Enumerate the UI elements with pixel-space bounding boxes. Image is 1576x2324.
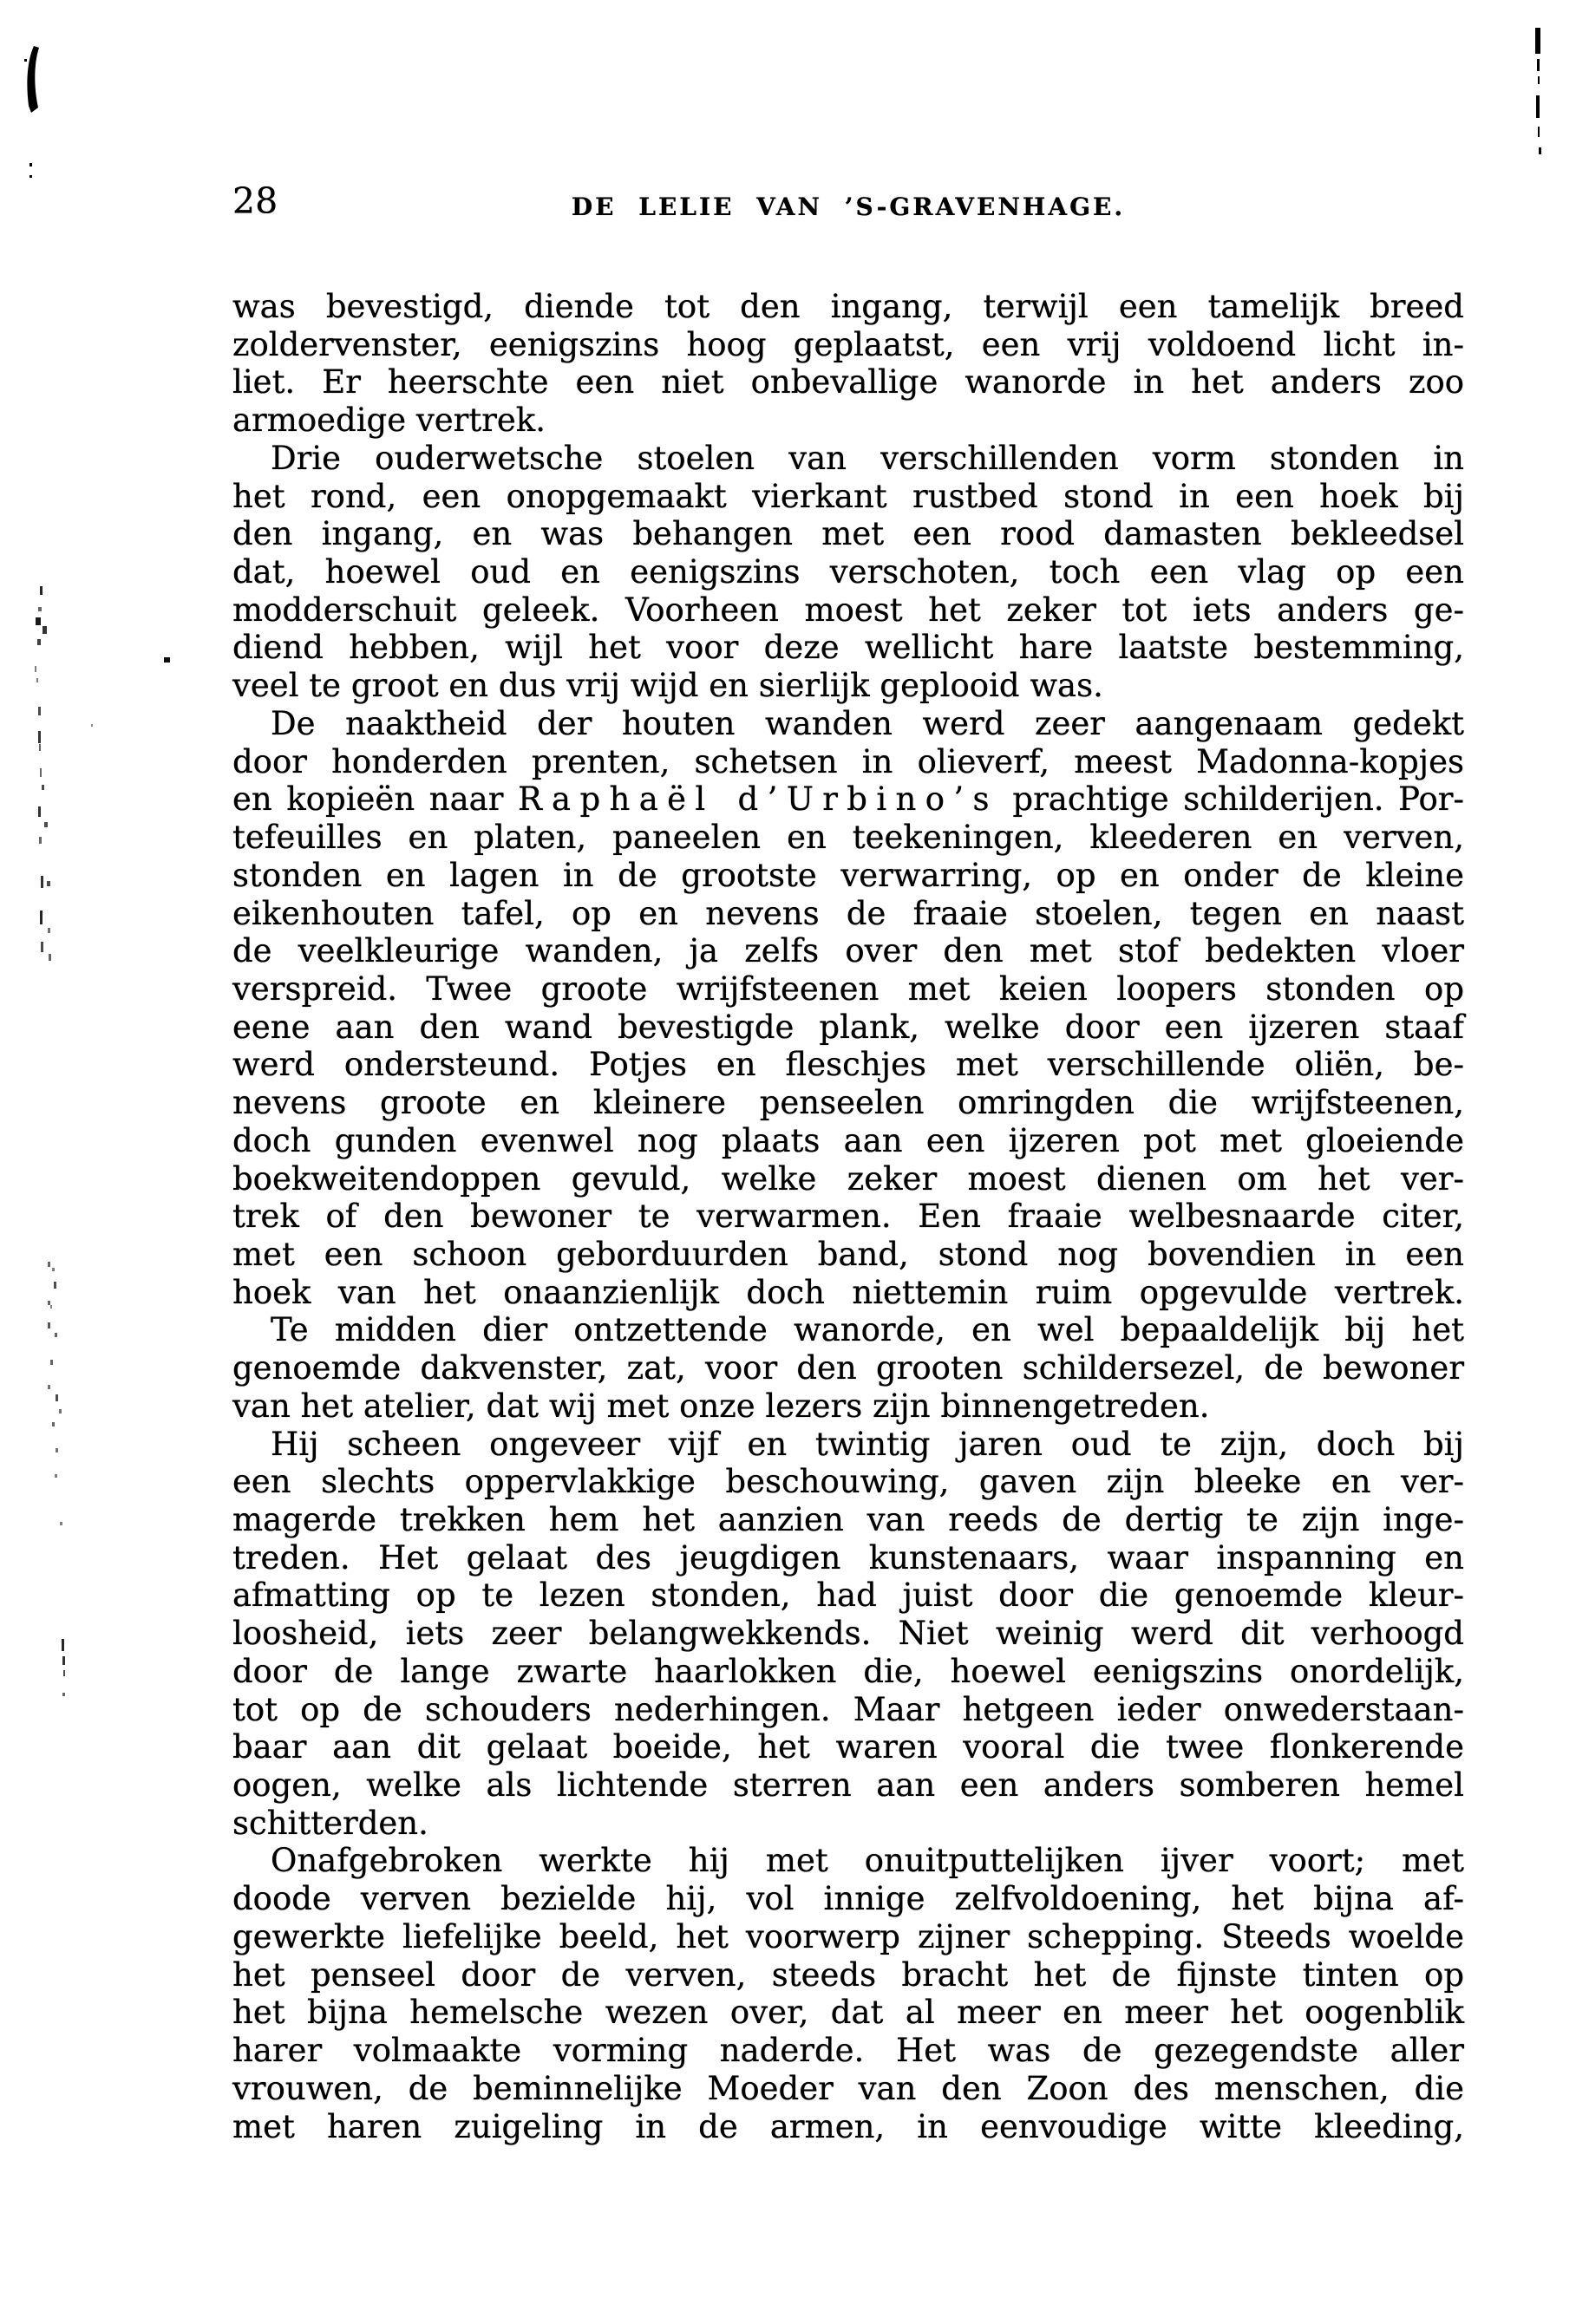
text-line: doode verven bezielde hij, vol innige zelfvoldoening, het bijna af- (232, 1880, 1464, 1918)
text-line: het bijna hemelsche wezen over, dat al meer en meer het oogenblik (232, 1994, 1464, 2032)
text-line: schitterden. (232, 1804, 428, 1842)
page-number: 28 (232, 180, 278, 222)
text-line: met een schoon geborduurden band, stond nog bovendien in een (232, 1235, 1464, 1273)
text-line: Hij scheen ongeveer vijf en twintig jaren oud te zijn, doch bij (271, 1425, 1464, 1463)
text-line: doch gunden evenwel nog plaats aan een ijzeren pot met gloeiende (232, 1121, 1464, 1159)
text-line: diend hebben, wijl het voor deze wellicht hare laatste bestemming, (232, 629, 1464, 667)
text-line: den ingang, en was behangen met een rood damasten bekleedsel (232, 515, 1464, 553)
text-line: was bevestigd, diende tot den ingang, terwijl een tamelijk breed (232, 288, 1464, 325)
text-line: veel te groot en dus vrij wijd en sierlijk geplooid was. (232, 667, 1103, 705)
text-line: van het atelier, dat wij met onze lezers zijn binnengetreden. (232, 1387, 1210, 1425)
text-line: gewerkte liefelijke beeld, het voorwerp zijner schepping. Steeds woelde (232, 1917, 1464, 1955)
text-line: tot op de schouders nederhingen. Maar hetgeen ieder onwederstaan- (232, 1690, 1464, 1728)
text-line: een slechts oppervlakkige beschouwing, gaven zijn bleeke en ver- (232, 1463, 1464, 1501)
text-block (232, 288, 1464, 2145)
text-line: en kopieën naar Raphaël d’Urbino’s prachtige schilderijen. Por- (232, 780, 1464, 819)
text-line: Onafgebroken werkte hij met onuitputtelijken ijver voort; met (271, 1842, 1464, 1880)
text-line: treden. Het gelaat des jeugdigen kunstenaars, waar inspanning en (232, 1538, 1464, 1577)
text-line: stonden en lagen in de grootste verwarring, op en onder de kleine (232, 856, 1464, 894)
text-line: eene aan den wand bevestigde plank, welke door een ijzeren staaf (232, 1008, 1464, 1046)
text-line: nevens groote en kleinere penseelen omringden die wrijfsteenen, (232, 1084, 1464, 1122)
text-line: door honderden prenten, schetsen in olieverf, meest Madonna-kopjes (232, 742, 1464, 780)
text-line: de veelkleurige wanden, ja zelfs over den met stof bedekten vloer (232, 932, 1464, 970)
text-line: door de lange zwarte haarlokken die, hoewel eenigszins onordelijk, (232, 1652, 1464, 1690)
text-line: het rond, een onopgemaakt vierkant rustbed stond in een hoek bij (232, 477, 1464, 515)
scratch-mark-top-right-icon (1532, 26, 1544, 165)
text-line: vrouwen, de beminnelijke Moeder van den Zoon des menschen, die (232, 2069, 1464, 2107)
text-line: magerde trekken hem het aanzien van reeds de dertig te zijn inge- (232, 1501, 1464, 1538)
scan-noise-left-margin (26, 156, 199, 2151)
text-line: tefeuilles en platen, paneelen en teekeningen, kleederen en verven, (232, 819, 1464, 857)
text-line: zoldervenster, eenigszins hoog geplaatst, een vrij voldoend licht in- (232, 325, 1464, 363)
text-line: hoek van het onaanzienlijk doch niettemin ruim opgevulde vertrek. (232, 1273, 1464, 1311)
text-line: harer volmaakte vorming naderde. Het was de gezegendste aller (232, 2032, 1464, 2070)
text-line: Te midden dier ontzettende wanorde, en wel bepaaldelijk bij het (271, 1311, 1464, 1349)
text-line: het penseel door de verven, steeds bracht het de fijnste tinten op (232, 1955, 1464, 1994)
text-line: afmatting op te lezen stonden, had juist door die genoemde kleur- (232, 1577, 1464, 1615)
running-header-title: DE LELIE VAN ’S-GRAVENHAGE. (571, 193, 1126, 221)
text-line: werd ondersteund. Potjes en fleschjes met verschillende oliën, be- (232, 1046, 1464, 1084)
text-line: genoemde dakvenster, zat, voor den grooten schildersezel, de bewoner (232, 1349, 1464, 1387)
text-line: dat, hoewel oud en eenigszins verschoten, toch een vlag op een (232, 553, 1464, 591)
text-line: baar aan dit gelaat boeide, het waren vooral die twee flonkerende (232, 1728, 1464, 1766)
text-line: Drie ouderwetsche stoelen van verschillenden vorm stonden in (271, 439, 1464, 477)
text-line: armoedige vertrek. (232, 401, 546, 440)
ink-blot-top-left-icon (23, 45, 45, 114)
text-line: oogen, welke als lichtende sterren aan een anders somberen hemel (232, 1766, 1464, 1805)
text-line: liet. Er heerschte een niet onbevallige wanorde in het anders zoo (232, 363, 1464, 401)
text-line: De naaktheid der houten wanden werd zeer aangenaam gedekt (271, 704, 1464, 742)
text-line: boekweitendoppen gevuld, welke zeker moest dienen om het ver- (232, 1159, 1464, 1198)
text-line: modderschuit geleek. Voorheen moest het zeker tot iets anders ge- (232, 591, 1464, 629)
letterspaced-artist-name: Raphaël d’Urbino’s (517, 780, 998, 819)
text-line: met haren zuigeling in de armen, in eenvoudige witte kleeding, (232, 2107, 1464, 2145)
text-line: eikenhouten tafel, op en nevens de fraaie stoelen, tegen en naast (232, 894, 1464, 932)
text-line: loosheid, iets zeer belangwekkends. Niet weinig werd dit verhoogd (232, 1615, 1464, 1653)
text-line: verspreid. Twee groote wrijfsteenen met keien loopers stonden op (232, 969, 1464, 1008)
text-line: trek of den bewoner te verwarmen. Een fraaie welbesnaarde citer, (232, 1198, 1464, 1236)
